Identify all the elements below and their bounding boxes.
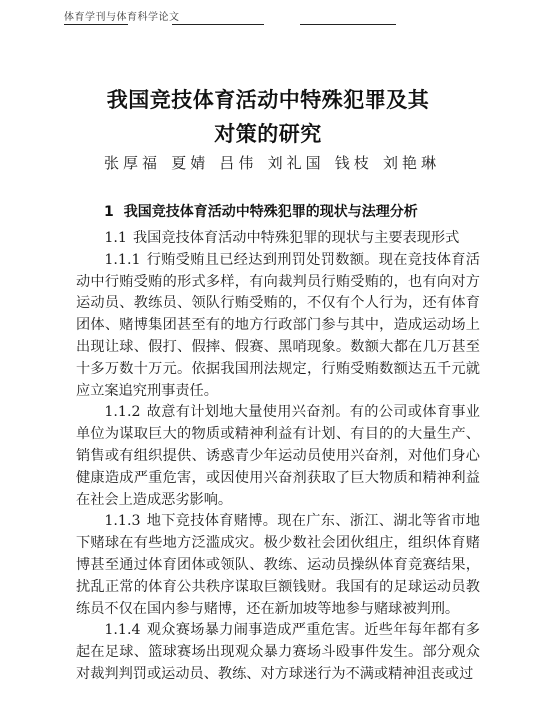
header-rule (172, 24, 264, 25)
author-name: 夏婧 (171, 154, 210, 172)
paragraph-text: 地下竞技体育赌博。现在广东、浙江、湖北等省市地下赌球在有些地方泛滥成灾。极少数社会团伙组庄，组织体育赌博甚至通过体育团体或领队、教练、运动员操纵体育竞赛结果，扰乱正常的体育公共秩序谋取巨额钱财。我国有的足球运动员教练员不仅在国内参与赌博，还在新加坡等地参与赌球被判刑。 (76, 513, 480, 617)
running-head: 体育学刊与体育科学论文 (64, 12, 180, 23)
author-name: 吕伟 (219, 154, 258, 172)
paragraph-number: 1.1.2 (104, 404, 141, 421)
paragraph-text: 行贿受贿且已经达到刑罚处罚数额。现在竞技体育活动中行贿受贿的形式多样，有向裁判员行贿受贿的，也有向对方运动员、教练员、领队行贿受贿的，不仅有个人行为，还有体育团体、赌博集团甚至有的地方行政部门参与其中，造成运动场上出现让球、假打、假摔、假赛、黑哨现象。数额大都在几万甚至十多万数十万元。依据我国刑法规定，行贿受贿数额达五千元就应立案追究刑事责任。 (76, 251, 480, 399)
header-rule (64, 24, 128, 25)
paragraph (76, 620, 480, 685)
body-text (76, 228, 480, 686)
paragraph-number: 1.1.1 (104, 251, 141, 268)
section-number: 1 (104, 204, 114, 220)
paragraph (76, 250, 480, 403)
author-name: 张厚福 (104, 154, 162, 172)
paragraph (76, 511, 480, 620)
paragraph-text: 故意有计划地大量使用兴奋剂。有的公司或体育事业单位为谋取巨大的物质或精神利益有计划、有目的的大量生产、销售或有组织提供、诱惑青少年运动员使用兴奋剂，对他们身心健康造成严重危害，或因使用兴奋剂获取了巨大物质和精神利益在社会上造成恶劣影响。 (76, 404, 480, 508)
paper-title-line-2: 对策的研究 (214, 121, 322, 146)
paragraph-number: 1.1.4 (104, 622, 141, 639)
subsection-number: 1.1 (104, 230, 127, 246)
subsection-title-text: 我国竞技体育活动中特殊犯罪的现状与主要表现形式 (132, 230, 460, 246)
author-name: 钱枝 (334, 154, 373, 172)
section-heading (104, 201, 418, 221)
header-rule (300, 24, 396, 25)
paragraph-number: 1.1.3 (104, 513, 141, 530)
paragraph (76, 402, 480, 511)
paragraph-text: 观众赛场暴力闹事造成严重危害。近些年每年都有多起在足球、篮球赛场出现观众暴力赛场斗殴事件发生。部分观众对裁判判罚或运动员、教练、对方球迷行为不满或精神沮丧或过 (76, 622, 480, 682)
subsection-heading (76, 228, 480, 250)
author-name: 刘礼国 (267, 154, 325, 172)
author-list (104, 152, 440, 173)
author-name: 刘艳琳 (382, 154, 440, 172)
paper-title-line-1: 我国竞技体育活动中特殊犯罪及其 (106, 87, 430, 112)
section-title-text: 我国竞技体育活动中特殊犯罪的现状与法理分析 (123, 204, 418, 220)
